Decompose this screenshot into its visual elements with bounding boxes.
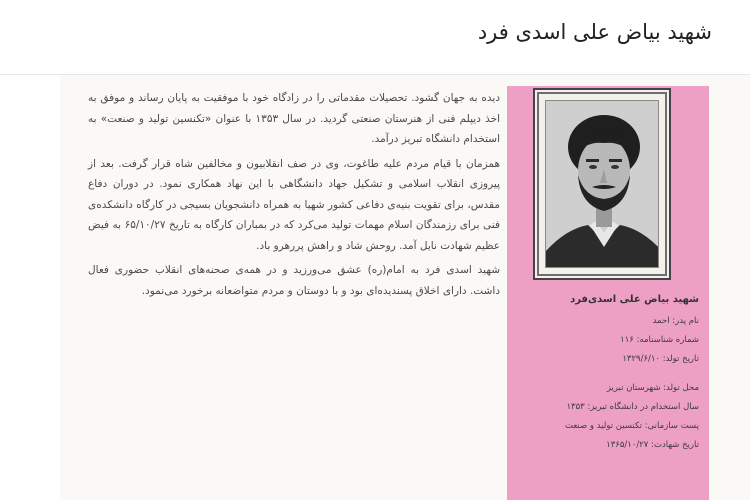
page-title: شهید بیاض علی اسدی فرد [477, 20, 712, 44]
portrait-image [546, 101, 659, 268]
bio-martyrdom: تاریخ شهادت: ۱۳۶۵/۱۰/۲۷ [606, 440, 699, 450]
bio-id-number: شماره شناسنامه: ۱۱۶ [620, 335, 699, 345]
biography-card [507, 86, 709, 500]
article-paragraph: شهید اسدی فرد به امام(ره) عشق می‌ورزید و در همه‌ی صحنه‌های انقلاب حضوری فعال داشت. دارای اخلاق پسندیده‌ای بود و با دوستان و مردم متواضعانه برخورد می‌نمود. [88, 264, 500, 297]
bio-position: پست سازمانی: تکنسین تولید و صنعت [564, 421, 699, 431]
bio-birth-date: تاریخ تولد: ۱۳۲۹/۶/۱۰ [622, 354, 699, 364]
article-paragraph: همزمان با قیام مردم علیه طاغوت، وی در صف انقلابیون و مخالفین شاه قرار گرفت. بعد از پیروزی انقلاب اسلامی و تشکیل جهاد دانشگاهی با این نهاد همکاری نمود. در دوران دفاع مقدس، برای تقویت بنیه‌ی دفاعی کشور شهیا به همراه دانشجویان بسیجی در کارگاه دانشکده‌ی فنی برای رزمندگان اسلام مهمات تولید می‌کرد که در بمباران کارگاه به تاریخ ۶۵/۱۰/۲۷ به فیض عظیم شهادت نایل آمد. روحش شاد و راهش پررهرو باد. [88, 157, 500, 252]
bio-father: نام پدر: احمد [652, 316, 699, 326]
bio-name: شهید بیاض علی اسدی‌فرد [570, 294, 699, 305]
article-paragraph: دیده به جهان گشود. تحصیلات مقدماتی را در زادگاه خود با موفقیت به پایان رساند و موفق به اخذ دیپلم فنی از هنرستان صنعتی گردید. در سال ۱۳۵۳ با عنوان «تکنسین تولید و صنعت» به استخدام دانشگاه تبریز درآمد. [88, 92, 500, 145]
bio-employment: سال استخدام در دانشگاه تبریز: ۱۳۵۳ [566, 402, 699, 412]
article-body [88, 88, 500, 301]
bio-birth-place: محل تولد: شهرستان تبریز [606, 383, 699, 393]
portrait-frame [537, 92, 667, 276]
martyr-portrait [545, 100, 659, 268]
